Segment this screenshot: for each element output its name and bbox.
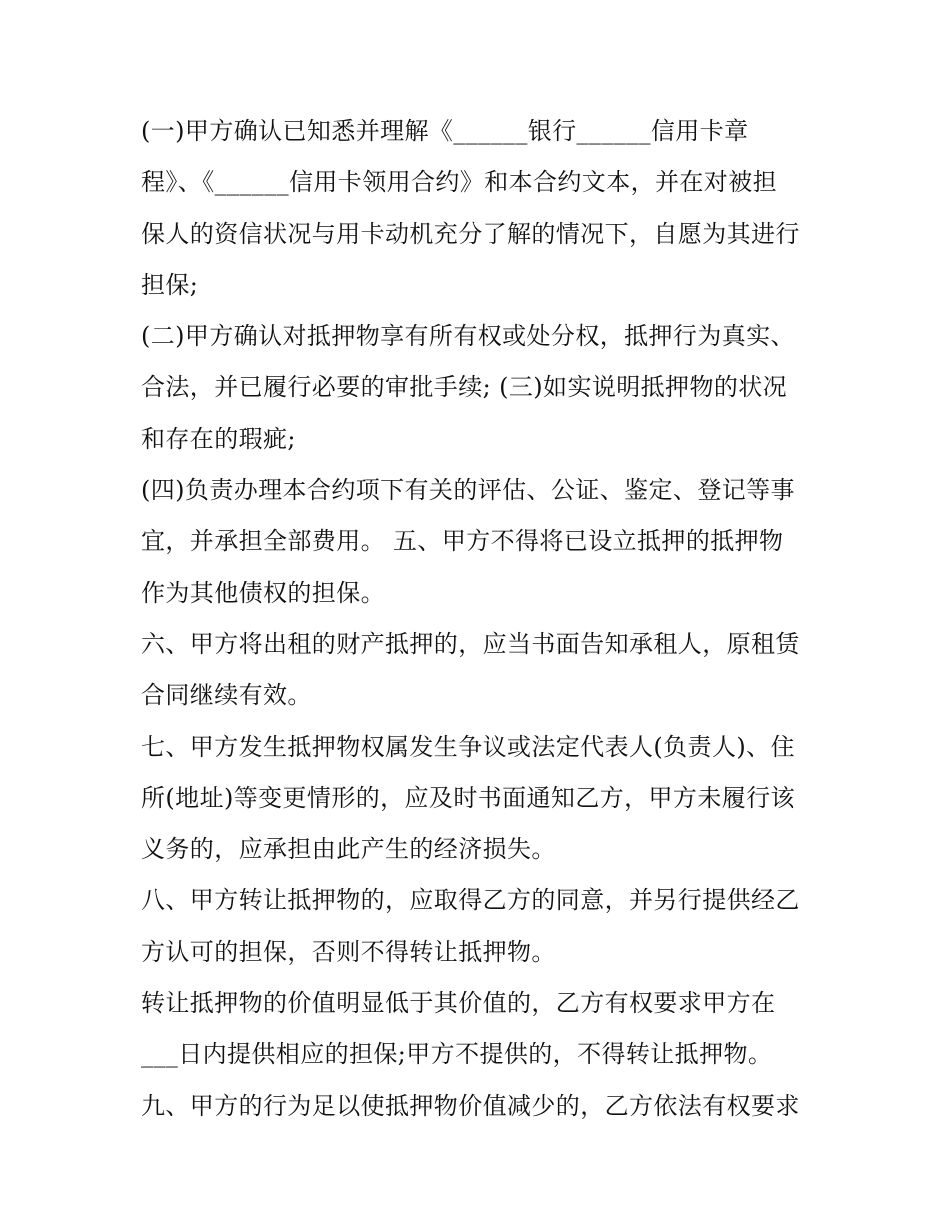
- text-line: 作为其他债权的担保。: [141, 578, 385, 607]
- text-line: 宜，并承担全部费用。 五、甲方不得将已设立抵押的抵押物: [141, 527, 784, 556]
- text-line: 合同继续有效。: [141, 681, 312, 710]
- text-line: 九、甲方的行为足以使抵押物价值减少的，乙方依法有权要求: [141, 1091, 800, 1120]
- text-line: 八、甲方转让抵押物的，应取得乙方的同意，并另行提供经乙: [141, 886, 800, 915]
- document-body: [141, 106, 821, 1132]
- text-line: (二)甲方确认对抵押物享有所有权或处分权，抵押行为真实、: [141, 322, 795, 351]
- text-line: 七、甲方发生抵押物权属发生争议或法定代表人(负责人)、住: [141, 732, 795, 761]
- text-line: ___日内提供相应的担保;甲方不提供的，不得转让抵押物。: [141, 1040, 773, 1069]
- text-line: (四)负责办理本合约项下有关的评估、公证、鉴定、登记等事: [141, 476, 795, 505]
- text-line: (一)甲方确认已知悉并理解《______银行______信用卡章: [141, 117, 749, 145]
- text-line: 担保;: [141, 270, 199, 299]
- text-line: 所(地址)等变更情形的，应及时书面通知乙方，甲方未履行该: [141, 783, 795, 812]
- text-line: 保人的资信状况与用卡动机充分了解的情况下，自愿为其进行: [141, 219, 800, 248]
- text-line: 程》、《______信用卡领用合约》和本合约文本，并在对被担: [141, 168, 777, 197]
- text-line: 义务的，应承担由此产生的经济损失。: [141, 835, 556, 864]
- text-line: 和存在的瑕疵;: [141, 424, 296, 453]
- text-line: 合法，并已履行必要的审批手续; (三)如实说明抵押物的状况: [141, 373, 788, 402]
- text-line: 六、甲方将出租的财产抵押的，应当书面告知承租人，原租赁: [141, 629, 800, 658]
- text-line: 转让抵押物的价值明显低于其价值的，乙方有权要求甲方在: [141, 989, 776, 1018]
- text-line: 方认可的担保，否则不得转让抵押物。: [141, 937, 556, 966]
